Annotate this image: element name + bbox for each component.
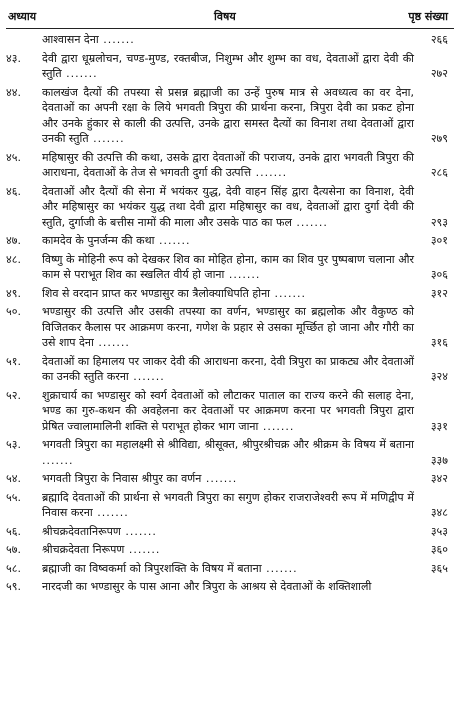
page-number: २७९ xyxy=(430,132,448,145)
chapter-number: ४४. xyxy=(6,85,21,99)
chapter-subject xyxy=(42,252,414,283)
chapter-subject-text: शिव से वरदान प्राप्त कर भण्डासुर का त्रैलोक्याधिपति होना xyxy=(42,286,271,300)
dot-leader: ....... xyxy=(261,561,298,575)
chapter-subject-text: आश्वासन देना xyxy=(42,33,99,46)
chapter-number: ४५. xyxy=(6,150,21,164)
contents-list xyxy=(0,32,460,598)
page-number: ३१६ xyxy=(430,336,448,349)
dot-leader: ....... xyxy=(98,33,135,46)
chapter-subject xyxy=(42,85,414,147)
contents-entry xyxy=(0,286,460,302)
page-number: ३६० xyxy=(430,543,448,556)
chapter-subject-text: विष्णु के मोहिनी रूप को देखकर शिव का मोहित होना, काम का शिव पुर पुष्पबाण चलाना और काम से पराभूत शिव का स्खलित वीर्य हो जाना xyxy=(42,252,414,281)
contents-entry xyxy=(0,184,460,231)
column-header-row xyxy=(0,0,460,30)
chapter-subject xyxy=(42,388,414,435)
chapter-subject xyxy=(42,471,414,487)
contents-entry xyxy=(0,561,460,577)
column-header-subject: विषय xyxy=(214,10,236,23)
header-divider xyxy=(6,28,454,29)
chapter-subject-text: महिषासुर की उत्पत्ति की कथा, उसके द्वारा देवताओं की पराजय, उनके द्वारा भगवती त्रिपुरा की आराधना, देवताओं के तेज से भगवती दुर्गा की उत्पत्ति xyxy=(42,150,414,179)
chapter-number: ४७. xyxy=(6,234,21,247)
chapter-subject xyxy=(42,490,414,521)
chapter-subject-text: देवताओं का हिमालय पर जाकर देवी की आराधना करना, देवी त्रिपुरा का प्राकट्य और देवताओं का उनकी स्तुति करना xyxy=(42,354,414,383)
dot-leader: ....... xyxy=(154,234,191,247)
contents-entry xyxy=(0,85,460,147)
chapter-number: ४८. xyxy=(6,252,21,266)
chapter-subject-text: कालखंज दैत्यों की तपस्या से प्रसन्न ब्रह्माजी का उन्हें पुरुष मात्र से अवध्यत्व का वर देना, देवताओं का अपनी रक्षा के लिये भगवती त्रिपुरा की प्रार्थना करना, त्रिपुरा देवी का प्रकट होना और उनके हुंकार से काली की उत्पत्ति, उनके द्वारा समस्त दैत्यों का विनाश तथा देवताओं द्वारा उनकी स्तुति xyxy=(42,85,414,145)
chapter-subject xyxy=(42,354,414,385)
chapter-number: ५२. xyxy=(6,388,21,402)
contents-entry xyxy=(0,354,460,385)
page-number: ३३७ xyxy=(430,453,448,467)
dot-leader: ....... xyxy=(224,268,261,281)
chapter-subject-text: देवी द्वारा धूम्रलोचन, चण्ड-मुण्ड, रक्तबीज, निशुम्भ और शुम्भ का वध, देवताओं द्वारा देवी की स्तुति xyxy=(42,51,414,80)
page-number: २७२ xyxy=(430,67,448,80)
page-number: ३१२ xyxy=(430,286,448,300)
page-number: ३०६ xyxy=(430,268,448,281)
chapter-number: ५७. xyxy=(6,543,21,556)
contents-entry xyxy=(0,388,460,435)
chapter-number: ४९. xyxy=(6,286,21,300)
chapter-subject xyxy=(42,233,414,249)
contents-entry xyxy=(0,437,460,468)
page-number: ३४८ xyxy=(430,506,448,519)
page-number: ३०१ xyxy=(430,234,448,247)
dot-leader: ....... xyxy=(251,166,288,179)
page-number: २६६ xyxy=(430,33,448,46)
chapter-subject xyxy=(42,150,414,181)
dot-leader: ....... xyxy=(124,543,161,556)
dot-leader: ....... xyxy=(258,419,295,433)
chapter-number: ५०. xyxy=(6,305,21,318)
contents-entry xyxy=(0,304,460,351)
page-number: ३६५ xyxy=(430,561,448,575)
chapter-subject xyxy=(42,524,414,540)
dot-leader: ....... xyxy=(88,132,125,145)
chapter-subject-text: भण्डासुर की उत्पत्ति और उसकी तपस्या का वर्णन, भण्डासुर का ब्रह्मलोक और वैकुण्ठ को विजितकर कैलास पर आक्रमण करना, गणेश के प्रहार से उसका मूर्च्छित हो जाना और गौरी का उसे शाप देना xyxy=(42,305,414,349)
column-header-page: पृष्ठ संख्या xyxy=(408,10,448,23)
contents-entry xyxy=(0,150,460,181)
chapter-subject xyxy=(42,184,414,231)
chapter-subject xyxy=(42,304,414,351)
page-number: ३४२ xyxy=(430,472,448,485)
dot-leader: ....... xyxy=(61,67,98,80)
dot-leader: ....... xyxy=(92,506,129,519)
dot-leader: ....... xyxy=(291,215,328,229)
page-number: ३३१ xyxy=(430,419,448,433)
chapter-number: ५६. xyxy=(6,524,21,538)
contents-entry xyxy=(0,524,460,540)
chapter-subject xyxy=(42,286,414,302)
chapter-number: ५३. xyxy=(6,438,21,451)
chapter-number: ४३. xyxy=(6,51,21,65)
chapter-subject-text: कामदेव के पुनर्जन्म की कथा xyxy=(42,234,155,247)
contents-entry xyxy=(0,252,460,283)
contents-entry xyxy=(0,542,460,558)
chapter-number: ५८. xyxy=(6,561,21,575)
page-number: ३५३ xyxy=(430,524,448,538)
chapter-subject-text: ब्रह्माजी का विष्वकर्मा को त्रिपुरशक्ति के विषय में बताना xyxy=(42,561,262,575)
page-number: २८६ xyxy=(430,166,448,179)
chapter-subject xyxy=(42,579,414,595)
chapter-subject-text: भगवती त्रिपुरा के निवास श्रीपुर का वर्णन xyxy=(42,472,202,485)
chapter-number: ४६. xyxy=(6,184,21,198)
chapter-number: ५९. xyxy=(6,580,21,593)
chapter-subject xyxy=(42,51,414,82)
contents-entry xyxy=(0,490,460,521)
page-number: २९३ xyxy=(430,215,448,229)
chapter-subject-text: श्रीचक्रदेवता निरूपण xyxy=(42,543,125,556)
contents-entry xyxy=(0,579,460,595)
contents-entry xyxy=(0,51,460,82)
page-number: ३२४ xyxy=(430,370,448,383)
chapter-subject-text: नारदजी का भण्डासुर के पास आना और त्रिपुरा के आश्रय से देवताओं के शक्तिशाली xyxy=(42,580,372,593)
column-header-chapter: अध्याय xyxy=(8,10,37,23)
dot-leader: ....... xyxy=(93,336,130,349)
dot-leader: ....... xyxy=(42,453,74,467)
chapter-number: ५४. xyxy=(6,472,21,485)
chapter-subject xyxy=(42,437,414,468)
chapter-number: ५५. xyxy=(6,490,21,504)
contents-entry xyxy=(0,471,460,487)
chapter-subject-text: श्रीचक्रदेवतानिरूपण xyxy=(42,524,121,538)
chapter-subject-text: शुक्राचार्य का भण्डासुर को स्वर्ग देवताओं को लौटाकर पाताल का राज्य करने की सलाह देना, भण्ड का गुरु-कथन की अवहेलना कर देवताओं पर आक्रमण करना पर भगवती त्रिपुरा द्वारा प्रेषित ज्वालामालिनी शक्ति से पराभूत होकर भाग जाना xyxy=(42,388,414,433)
chapter-subject-text: भगवती त्रिपुरा का महालक्ष्मी से श्रीविद्या, श्रीसूक्त, श्रीपुरश्रीचक्र और श्रीक्रम के विषय में बताना xyxy=(42,438,414,451)
contents-entry xyxy=(0,32,460,48)
chapter-subject xyxy=(42,542,414,558)
chapter-subject xyxy=(42,32,414,48)
chapter-subject xyxy=(42,561,414,577)
dot-leader: ....... xyxy=(120,524,157,538)
chapter-number: ५१. xyxy=(6,354,21,368)
chapter-subject-text: देवताओं और दैत्यों की सेना में भयंकर युद्ध, देवी वाहन सिंह द्वारा दैत्यसेना का विनाश, देवी और महिषासुर का भयंकर युद्ध तथा देवी द्वारा महिषासुर का वध, देवताओं द्वारा दुर्गा देवी की स्तुति, दुर्गाजी के बत्तीस नामों की माला और उसके पाठ का फल xyxy=(42,184,414,229)
dot-leader: ....... xyxy=(201,472,238,485)
contents-entry xyxy=(0,233,460,249)
dot-leader: ....... xyxy=(270,286,307,300)
chapter-subject-text: ब्रह्मादि देवताओं की प्रार्थना से भगवती त्रिपुरा का सगुण होकर राजराजेश्वरी रूप में मणिद्वीप में निवास करना xyxy=(42,490,414,519)
dot-leader: ....... xyxy=(128,370,165,383)
